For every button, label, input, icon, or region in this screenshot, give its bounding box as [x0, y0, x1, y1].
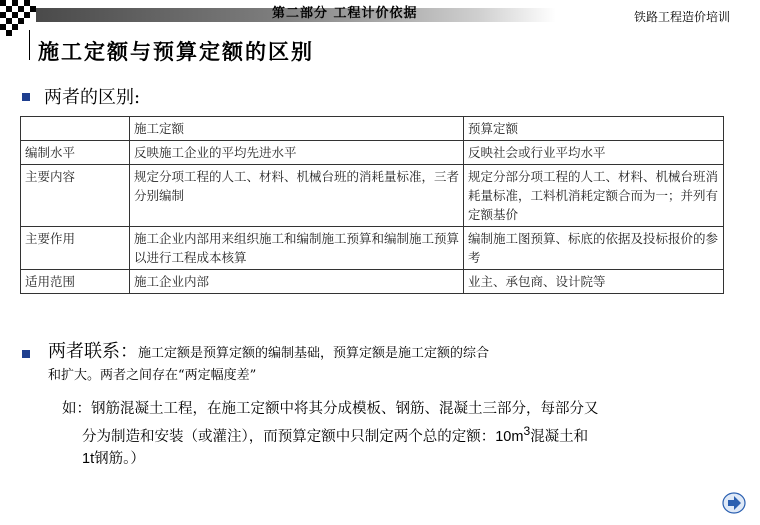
- section-title: 第二部分 工程计价依据: [272, 6, 418, 21]
- example-line3: 1t钢筋。）: [82, 450, 145, 467]
- table-row: [21, 270, 724, 294]
- table-cell: 施工企业内部: [130, 270, 464, 294]
- superscript-3: 3: [523, 424, 531, 438]
- slide-title: 施工定额与预算定额的区别: [38, 39, 314, 64]
- table-cell: 施工企业内部用来组织施工和编制施工预算和编制施工预算以进行工程成本核算: [130, 227, 464, 270]
- table-cell: 主要内容: [21, 165, 130, 227]
- relation-paragraph: [48, 341, 688, 387]
- example-line2: [62, 420, 720, 448]
- table-cell: 适用范围: [21, 270, 130, 294]
- table-row: [21, 141, 724, 165]
- differences-heading: 两者的区别:: [44, 87, 141, 108]
- table-header-cell: [21, 117, 130, 141]
- table-row: [21, 227, 724, 270]
- example-line2-text: 分为制造和安装（或灌注），而预算定额中只制定两个总的定额：10m: [82, 428, 524, 445]
- table-cell: 主要作用: [21, 227, 130, 270]
- table-header-cell: 预算定额: [464, 117, 724, 141]
- example-line2-tail: 混凝土和: [530, 428, 589, 445]
- table-cell: 编制水平: [21, 141, 130, 165]
- table-cell: 编制施工图预算、标底的依据及投标报价的参考: [464, 227, 724, 270]
- table-cell: 反映施工企业的平均先进水平: [130, 141, 464, 165]
- bullet-icon: [22, 350, 30, 358]
- header-divider: [29, 30, 30, 60]
- course-name: 铁路工程造价培训: [634, 10, 731, 24]
- table-cell: 业主、承包商、设计院等: [464, 270, 724, 294]
- table-header-row: [21, 117, 724, 141]
- next-arrow-icon[interactable]: [722, 492, 746, 514]
- relation-heading: 两者联系：: [48, 341, 138, 362]
- relation-text-line2: 和扩大。两者之间存在“两定幅度差”: [48, 368, 257, 383]
- table-cell: 规定分部分项工程的人工、材料、机械台班消耗量标准，工料机消耗定额合而为一；并列有定额基价: [464, 165, 724, 227]
- example-paragraph: [62, 398, 720, 470]
- bullet-icon: [22, 93, 30, 101]
- table-header-cell: 施工定额: [130, 117, 464, 141]
- table-cell: 反映社会或行业平均水平: [464, 141, 724, 165]
- checker-logo-icon: [0, 0, 36, 36]
- comparison-table: [20, 116, 724, 294]
- table-cell: 规定分项工程的人工、材料、机械台班的消耗量标准，三者分别编制: [130, 165, 464, 227]
- table-row: [21, 165, 724, 227]
- example-line1: 如：钢筋混凝土工程，在施工定额中将其分成模板、钢筋、混凝土三部分，每部分又: [62, 401, 599, 417]
- relation-text-line1: 施工定额是预算定额的编制基础，预算定额是施工定额的综合: [138, 346, 490, 361]
